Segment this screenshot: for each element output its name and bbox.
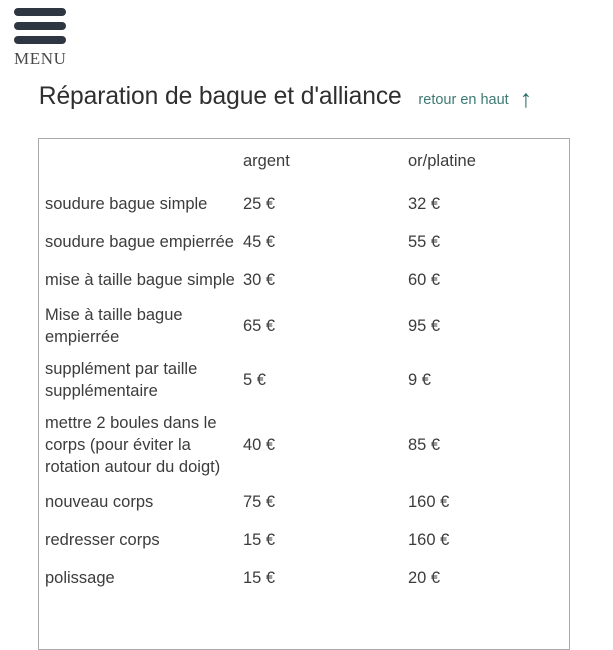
table-row (39, 559, 570, 597)
cell-service-label: polissage (45, 569, 115, 587)
menu-block[interactable] (14, 8, 104, 68)
cell-service-label: soudure bague empierrée (45, 233, 234, 251)
cell-price-or-platine: 55 € (408, 233, 441, 251)
cell-price-argent: 75 € (243, 493, 276, 511)
cell-price-argent: 45 € (243, 233, 276, 251)
cell-service-label: mise à taille bague simple (45, 271, 235, 289)
cell-price-argent: 40 € (243, 436, 276, 454)
back-to-top-label: retour en haut (418, 92, 509, 108)
cell-service-label: supplément par taille supplémentaire (45, 360, 198, 400)
arrow-up-icon: ↑ (519, 85, 533, 113)
table-row (39, 299, 570, 353)
cell-price-or-platine: 20 € (408, 569, 441, 587)
hamburger-menu-icon[interactable] (14, 8, 66, 44)
column-header-argent: argent (243, 152, 290, 170)
table-row (39, 353, 570, 407)
cell-price-argent: 15 € (243, 531, 276, 549)
table-row (39, 407, 570, 483)
cell-price-or-platine: 9 € (408, 371, 431, 389)
cell-price-or-platine: 160 € (408, 493, 450, 511)
table-header-row (39, 139, 570, 185)
cell-service-label: soudure bague simple (45, 195, 208, 213)
column-header-or-platine: or/platine (408, 152, 476, 170)
table-header (39, 139, 570, 185)
cell-service-label: redresser corps (45, 531, 160, 549)
cell-price-argent: 5 € (243, 371, 266, 389)
table-row (39, 223, 570, 261)
cell-price-or-platine: 160 € (408, 531, 450, 549)
cell-service-label: Mise à taille bague empierrée (45, 306, 183, 346)
cell-price-argent: 30 € (243, 271, 276, 289)
table-row (39, 521, 570, 559)
price-table (39, 139, 570, 597)
table-row (39, 483, 570, 521)
table-body (39, 185, 570, 597)
cell-price-or-platine: 85 € (408, 436, 441, 454)
table-row (39, 185, 570, 223)
cell-price-argent: 25 € (243, 195, 276, 213)
cell-service-label: mettre 2 boules dans le corps (pour éviter la rotation autour du doigt) (45, 414, 221, 476)
page-title: Réparation de bague et d'alliance (38, 82, 402, 110)
back-to-top-link[interactable] (418, 84, 533, 113)
cell-price-argent: 65 € (243, 317, 276, 335)
cell-price-or-platine: 95 € (408, 317, 441, 335)
title-row (36, 82, 585, 111)
hamburger-bar-3 (14, 36, 66, 44)
cell-price-or-platine: 32 € (408, 195, 441, 213)
cell-price-argent: 15 € (243, 569, 276, 587)
price-table-container (38, 138, 570, 650)
menu-label[interactable]: MENU (14, 49, 67, 68)
cell-service-label: nouveau corps (45, 493, 154, 511)
table-row (39, 261, 570, 299)
cell-price-or-platine: 60 € (408, 271, 441, 289)
hamburger-bar-1 (14, 8, 66, 16)
column-header-service (39, 139, 241, 185)
hamburger-bar-2 (14, 22, 66, 30)
